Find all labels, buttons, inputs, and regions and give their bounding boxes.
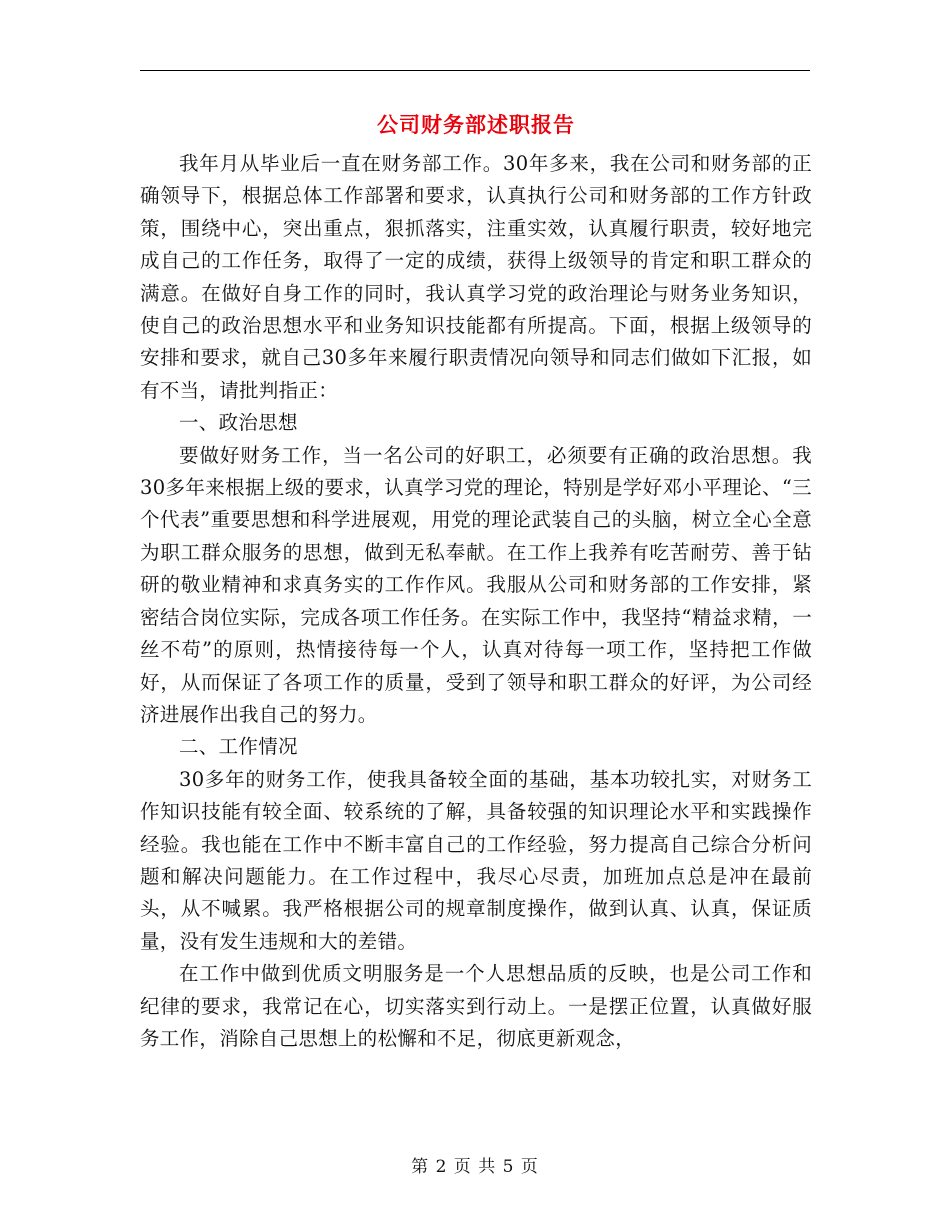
paragraph-service: 在工作中做到优质文明服务是一个人思想品质的反映，也是公司工作和纪律的要求，我常记在心，切实落实到行动上。一是摆正位置，认真做好服务工作，消除自己思想上的松懈和不足，彻底更新观念， [140, 962, 812, 1050]
header-rule [140, 70, 810, 71]
paragraph-political: 要做好财务工作，当一名公司的好职工，必须要有正确的政治思想。我30多年来根据上级的要求，认真学习党的理论，特别是学好邓小平理论、“三个代表”重要思想和科学进展观，用党的理论武装自己的头脑，树立全心全意为职工群众服务的思想，做到无私奉献。在工作上我养有吃苦耐劳、善于钻研的敬业精神和求真务实的工作作风。我服从公司和财务部的工作安排，紧密结合岗位实际，完成各项工作任务。在实际工作中，我坚持“精益求精，一丝不苟”的原则，热情接待每一个人，认真对待每一项工作，坚持把工作做好，从而保证了各项工作的质量，受到了领导和职工群众的好评，为公司经济进展作出我自己的努力。 [140, 443, 812, 726]
page-number: 第 2 页 共 5 页 [411, 1157, 539, 1177]
section-heading-political: 一、政治思想 [179, 411, 298, 435]
section-heading-work: 二、工作情况 [179, 735, 298, 759]
document-body [140, 108, 812, 1055]
document-title: 公司财务部述职报告 [377, 113, 575, 137]
paragraph-intro: 我年月从毕业后一直在财务部工作。30年多来，我在公司和财务部的正确领导下，根据总体工作部署和要求，认真执行公司和财务部的工作方针政策，围绕中心，突出重点，狠抓落实，注重实效，认真履行职责，较好地完成自己的工作任务，取得了一定的成绩，获得上级领导的肯定和职工群众的满意。在做好自身工作的同时，我认真学习党的政治理论与财务业务知识，使自己的政治思想水平和业务知识技能都有所提高。下面，根据上级领导的安排和要求，就自己30多年来履行职责情况向领导和同志们做如下汇报，如有不当，请批判指正： [140, 152, 812, 402]
paragraph-work: 30多年的财务工作，使我具备较全面的基础，基本功较扎实，对财务工作知识技能有较全面、较系统的了解，具备较强的知识理论水平和实践操作经验。我也能在工作中不断丰富自己的工作经验，努力提高自己综合分析问题和解决问题能力。在工作过程中，我尽心尽责，加班加点总是冲在最前头，从不喊累。我严格根据公司的规章制度操作，做到认真、认真，保证质量，没有发生违规和大的差错。 [140, 767, 812, 953]
